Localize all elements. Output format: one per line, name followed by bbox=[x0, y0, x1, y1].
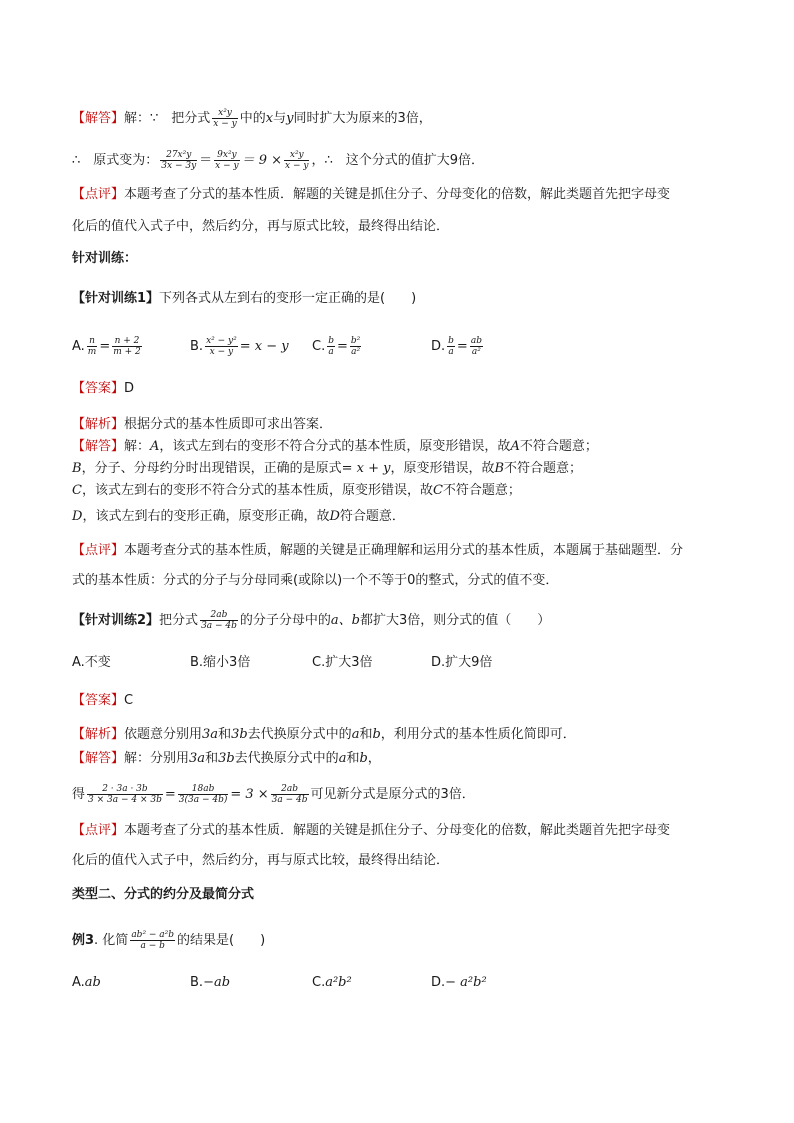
example-3-option-a: A.ab bbox=[72, 975, 101, 990]
example-3-option-b: B.−ab bbox=[190, 975, 231, 990]
option-d: D. $\frac{b}{a}$ = $\frac{ab}{\text{a²}}$ bbox=[431, 336, 482, 357]
training-1-answer: 【答案】D bbox=[72, 381, 135, 396]
review-line-2: 化后的值代入式子中，然后约分，再与原式比较，最终得出结论． bbox=[72, 219, 450, 234]
example-3-option-d: D.− a²b² bbox=[431, 975, 487, 990]
solution-line-2: ∴ 原式变为： $\frac{\text{27x²y}}{3x - 3y}$ ＝ $\frac{\text{9x²y}}{x - y}$ ＝ 9 × $\frac{\text{x²y}}{x - y}$ ，∴ 这个分式的值扩大9倍． bbox=[72, 150, 485, 171]
fraction-result: $\frac{\text{x²y}}{x - y}$ bbox=[285, 150, 309, 171]
section-type-2: 类型二、分式的约分及最简分式 bbox=[72, 887, 255, 902]
fraction-9: $\frac{\text{9x²y}}{x - y}$ bbox=[215, 150, 239, 171]
option-c: C. $\frac{b}{a}$ = $\frac{\text{b²}}{\text{a²}}$ bbox=[312, 336, 361, 357]
example-3-option-c: C.a²b² bbox=[312, 975, 352, 990]
training-2-option-a: A.不变 bbox=[72, 655, 111, 670]
example-3-question: 例3. 化简 $\frac{\text{ab² − a²b}}{a - b}$ 的结果是( ) bbox=[72, 930, 266, 951]
training-2-answer: 【答案】C bbox=[72, 693, 134, 708]
option-a: A. $\frac{n}{m}$ = $\frac{n + 2}{m + 2}$ bbox=[72, 336, 141, 357]
training-2-solution-2: 得 $\frac{2 \cdot 3a \cdot 3b}{3 \times 3a - 4 \times 3b}$ = $\frac{18ab}{3(3a - 4b)}$ = 3 × $\frac{2ab}{3a - 4b}$ 可见新分式是原分式的3倍． bbox=[72, 784, 475, 805]
review-line-1: 【点评】本题考查了分式的基本性质．解题的关键是抓住分子、分母变化的倍数，解此类题首先把字母变 bbox=[72, 187, 671, 202]
training-1-solution-a: 【解答】解：A，该式左到右的变形不符合分式的基本性质，原变形错误，故A不符合题意； bbox=[72, 439, 598, 454]
training-1-solution-c: C，该式左到右的变形不符合分式的基本性质，原变形错误，故C不符合题意； bbox=[72, 483, 521, 498]
fraction-27: $\frac{\text{27x²y}}{3x - 3y}$ bbox=[161, 150, 197, 171]
training-1-analysis: 【解析】根据分式的基本性质即可求出答案． bbox=[72, 417, 333, 432]
training-2-review-2: 化后的值代入式子中，然后约分，再与原式比较，最终得出结论． bbox=[72, 853, 450, 868]
training-1-solution-b: B，分子、分母约分时出现错误，正确的是原式= x + y，原变形错误，故B不符合题意； bbox=[72, 461, 583, 476]
section-training: 针对训练： bbox=[72, 251, 138, 266]
training-1-review-2: 式的基本性质：分式的分子与分母同乘(或除以)一个不等于0的整式，分式的值不变． bbox=[72, 573, 559, 588]
training-2-option-d: D.扩大9倍 bbox=[431, 655, 493, 670]
training-2-analysis: 【解析】依题意分别用3a和3b去代换原分式中的a和b，利用分式的基本性质化简即可． bbox=[72, 727, 576, 742]
training-1-review-1: 【点评】本题考查分式的基本性质，解题的关键是正确理解和运用分式的基本性质，本题属于基础题型．分 bbox=[72, 543, 684, 558]
fraction-x2y-over-x-minus-y: $\frac{\text{x²y}}{x - y}$ bbox=[213, 108, 237, 129]
option-b: B. $\frac{\text{x² − y²}}{x - y}$ = x − y bbox=[190, 336, 289, 357]
solution-tag: 【解答】 bbox=[72, 111, 125, 126]
solution-line-1: 【解答】解：∵ 把分式 $\frac{\text{x²y}}{x - y}$ 中的x与y同时扩大为原来的3倍， bbox=[72, 108, 432, 129]
training-2-option-c: C.扩大3倍 bbox=[312, 655, 373, 670]
training-2-solution: 【解答】解：分别用3a和3b去代换原分式中的a和b， bbox=[72, 751, 381, 766]
training-1-question: 【针对训练1】下列各式从左到右的变形一定正确的是( ) bbox=[72, 291, 417, 306]
training-2-review-1: 【点评】本题考查了分式的基本性质．解题的关键是抓住分子、分母变化的倍数，解此类题首先把字母变 bbox=[72, 823, 671, 838]
training-1-solution-d: D，该式左到右的变形正确，原变形正确，故D符合题意． bbox=[72, 509, 405, 524]
training-2-option-b: B.缩小3倍 bbox=[190, 655, 251, 670]
solution-text: 解：∵ 把分式 bbox=[124, 111, 211, 126]
training-2-question: 【针对训练2】把分式 $\frac{2ab}{3a - 4b}$ 的分子分母中的a、b都扩大3倍，则分式的值（ ） bbox=[72, 610, 551, 631]
